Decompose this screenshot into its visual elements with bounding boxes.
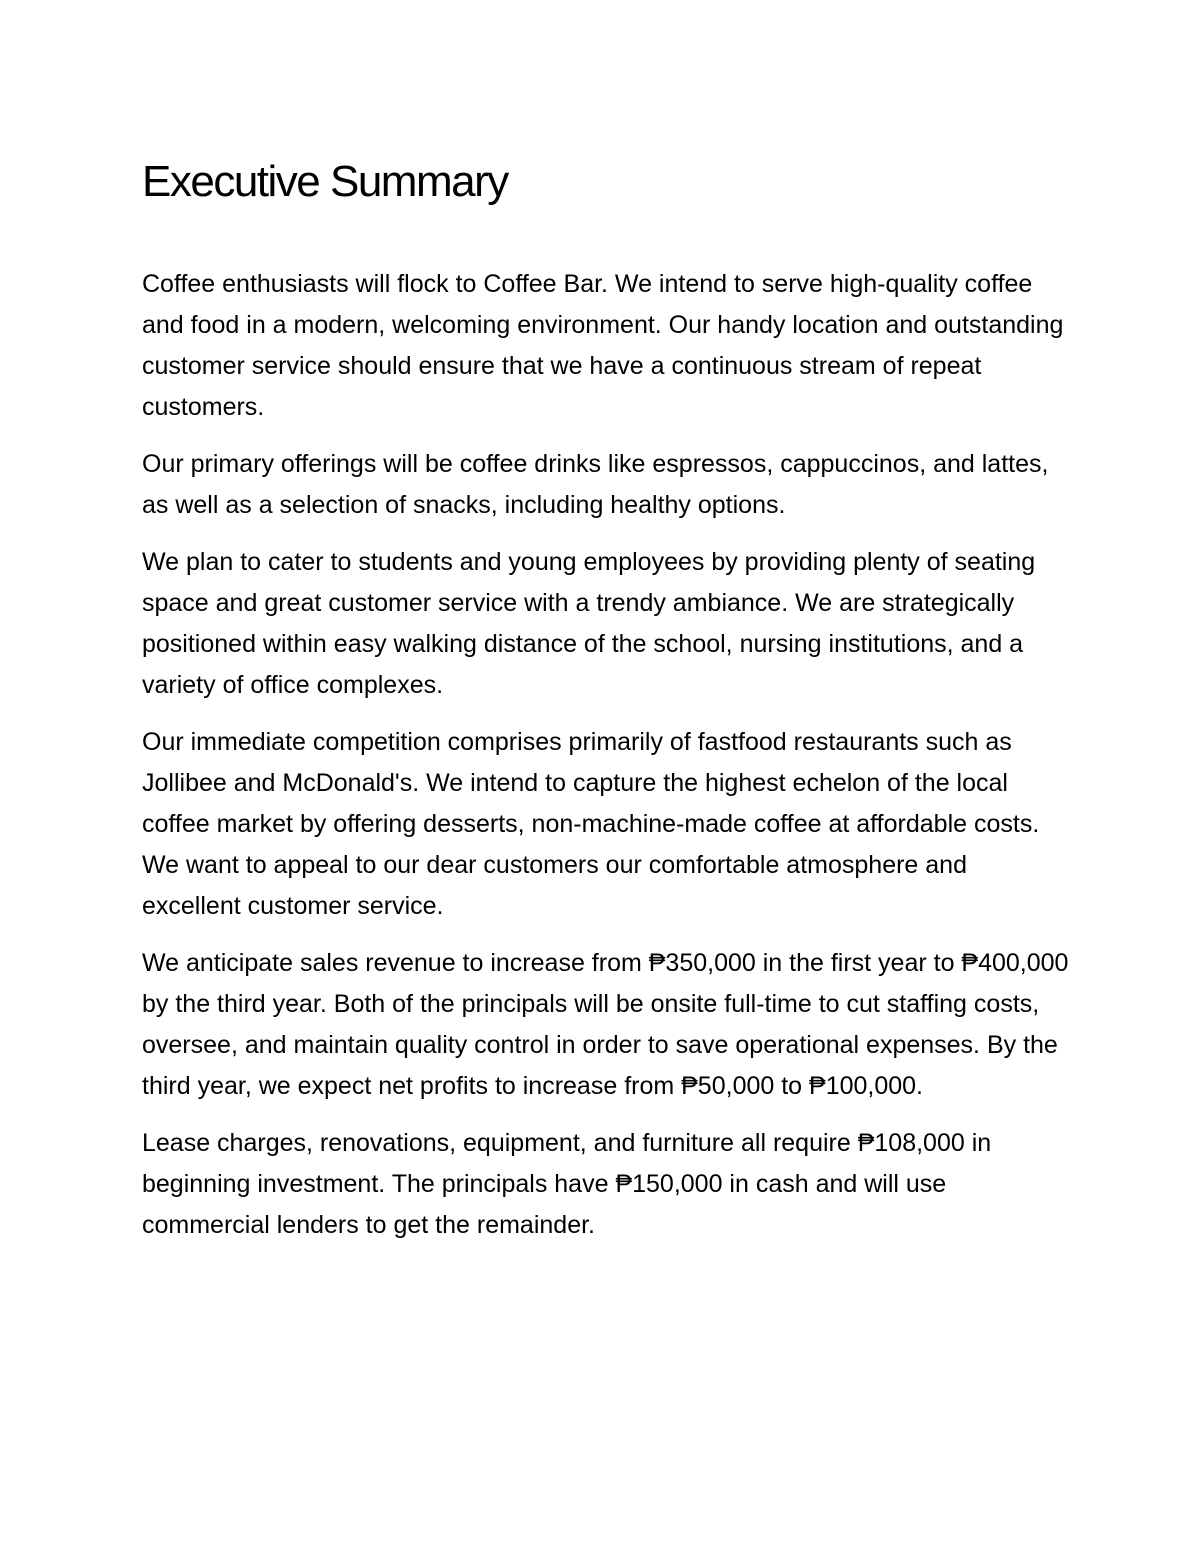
paragraph-intro: Coffee enthusiasts will flock to Coffee Bar. We intend to serve high-quality coffee and food in a modern, welcoming environment. Our handy location and outstanding customer service should ensure that we have a continuous stream of repeat customers. bbox=[142, 270, 1064, 421]
document-title: Executive Summary bbox=[142, 157, 508, 206]
paragraph-target-market: We plan to cater to students and young employees by providing plenty of seating space and great customer service with a trendy ambiance. We are strategically positioned within easy walking distance of the school, nursing institutions, and a variety of office complexes. bbox=[142, 548, 1036, 699]
paragraph-financial-outlook: We anticipate sales revenue to increase from ₱350,000 in the first year to ₱400,000 by the third year. Both of the principals will be onsite full-time to cut staffing costs, oversee, and maintain quality control in order to save operational expenses. By the third year, we expect net profits to increase from ₱50,000 to ₱100,000. bbox=[142, 949, 1069, 1100]
paragraph-offerings: Our primary offerings will be coffee drinks like espressos, cappuccinos, and lattes, as well as a selection of snacks, including healthy options. bbox=[142, 450, 1049, 519]
paragraph-competition: Our immediate competition comprises primarily of fastfood restaurants such as Jollibee and McDonald's. We intend to capture the highest echelon of the local coffee market by offering desserts, non-machine-made coffee at affordable costs. We want to appeal to our dear customers our comfortable atmosphere and excellent customer service. bbox=[142, 728, 1040, 920]
paragraph-investment: Lease charges, renovations, equipment, and furniture all require ₱108,000 in beginning investment. The principals have ₱150,000 in cash and will use commercial lenders to get the remainder. bbox=[142, 1129, 992, 1239]
document-body bbox=[142, 150, 1072, 1262]
